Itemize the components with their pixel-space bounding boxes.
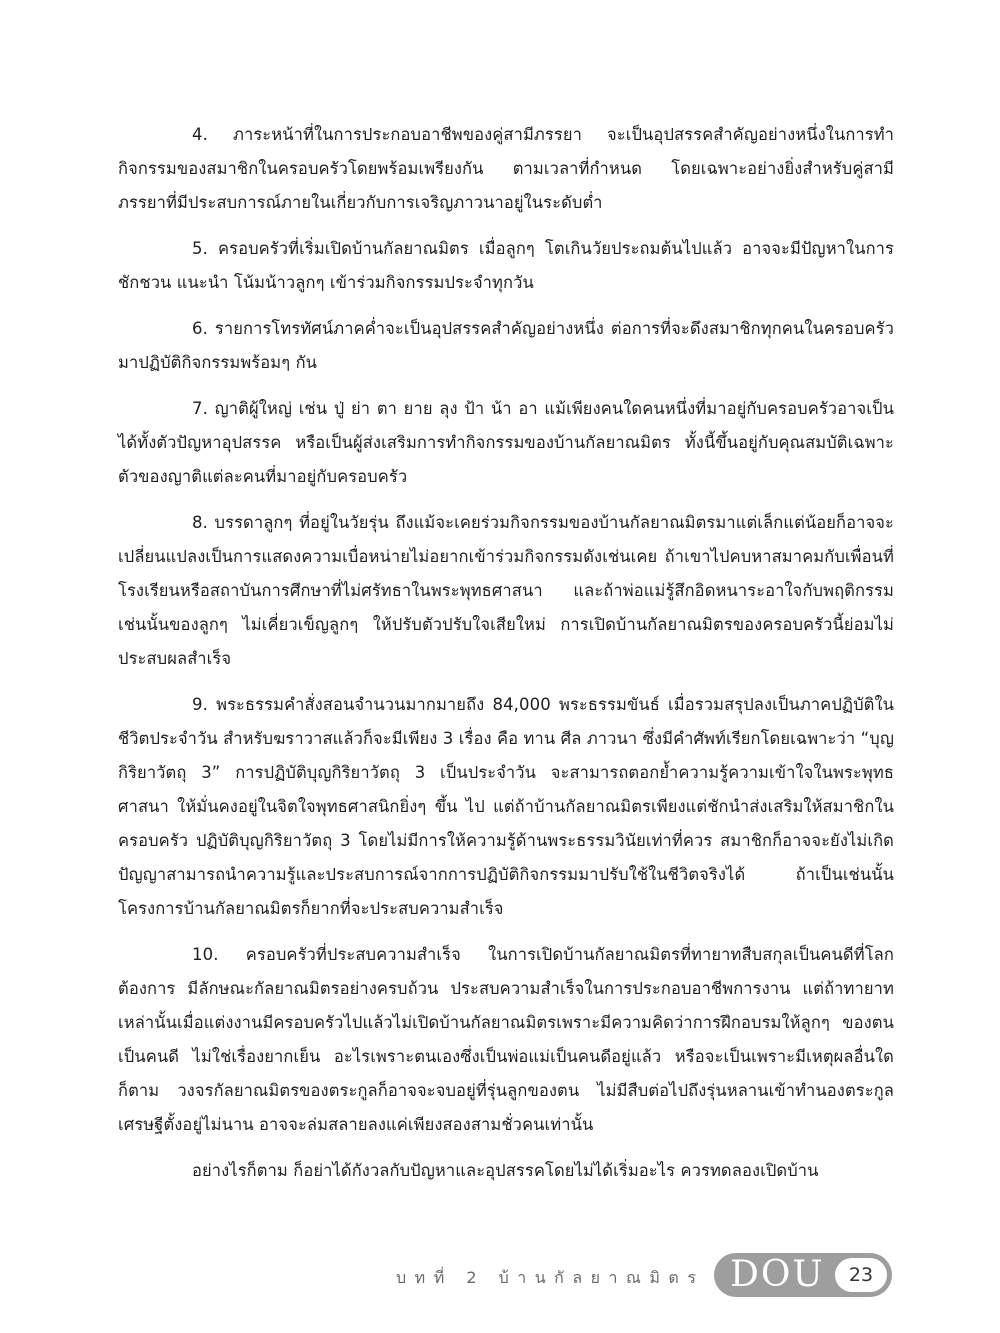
page-number: 23: [835, 1258, 887, 1292]
dou-logo-text: DOU: [730, 1254, 825, 1295]
paragraph-5: 5. ครอบครัวที่เริ่มเปิดบ้านกัลยาณมิตร เมื่อลูกๆ โตเกินวัยประถมต้นไปแล้ว อาจจะมีปัญหาในการชักชวน แนะนำ โน้มน้าวลูกๆ เข้าร่วมกิจกรรมประจำทุกวัน: [118, 239, 894, 292]
chapter-title: บทที่ 2 บ้านกัลยาณมิตร: [396, 1268, 705, 1287]
dou-badge: [714, 1253, 892, 1297]
paragraph-9: 9. พระธรรมคำสั่งสอนจำนวนมากมายถึง 84,000 พระธรรมขันธ์ เมื่อรวมสรุปลงเป็นภาคปฏิบัติในชีวิตประจำวัน สำหรับฆราวาสแล้วก็จะมีเพียง 3 เรื่อง คือ ทาน ศีล ภาวนา ซึ่งมีคำศัพท์เรียกโดยเฉพาะว่า “บุญกิริยาวัตถุ 3” การปฏิบัติบุญกิริยาวัตถุ 3 เป็นประจำวัน จะสามารถตอกย้ำความรู้ความเข้าใจในพระพุทธศาสนา ให้มั่นคงอยู่ในจิตใจพุทธศาสนิกยิ่งๆ ขึ้น ไป แต่ถ้าบ้านกัลยาณมิตรเพียงแต่ชักนำส่งเสริมให้สมาชิกในครอบครัว ปฏิบัติบุญกิริยาวัตถุ 3 โดยไม่มีการให้ความรู้ด้านพระธรรมวินัยเท่าที่ควร สมาชิกก็อาจจะยังไม่เกิดปัญญาสามารถนำความรู้และประสบการณ์จากการปฏิบัติกิจกรรมมาปรับใช้ในชีวิตจริงได้ ถ้าเป็นเช่นนั้น โครงการบ้านกัลยาณมิตรก็ยากที่จะประสบความสำเร็จ: [118, 695, 894, 918]
paragraph-7: 7. ญาติผู้ใหญ่ เช่น ปู่ ย่า ตา ยาย ลุง ป้า น้า อา แม้เพียงคนใดคนหนึ่งที่มาอยู่กับครอบครัวอาจเป็นได้ทั้งตัวปัญหาอุปสรรค หรือเป็นผู้ส่งเสริมการทำกิจกรรมของบ้านกัลยาณมิตร ทั้งนี้ขึ้นอยู่กับคุณสมบัติเฉพาะตัวของญาติแต่ละคนที่มาอยู่กับครอบครัว: [118, 399, 894, 486]
paragraph-10: 10. ครอบครัวที่ประสบความสำเร็จ ในการเปิดบ้านกัลยาณมิตรที่ทายาทสืบสกุลเป็นคนดีที่โลกต้องการ มีลักษณะกัลยาณมิตรอย่างครบถ้วน ประสบความสำเร็จในการประกอบอาชีพการงาน แต่ถ้าทายาทเหล่านั้นเมื่อแต่งงานมีครอบครัวไปแล้วไม่เปิดบ้านกัลยาณมิตรเพราะมีความคิดว่าการฝึกอบรมให้ลูกๆ ของตนเป็นคนดี ไม่ใช่เรื่องยากเย็น อะไรเพราะตนเองซึ่งเป็นพ่อแม่เป็นคนดีอยู่แล้ว หรือจะเป็นเพราะมีเหตุผลอื่นใดก็ตาม วงจรกัลยาณมิตรของตระกูลก็อาจจะจบอยู่ที่รุ่นลูกของตน ไม่มีสืบต่อไปถึงรุ่นหลานเข้าทำนองตระกูลเศรษฐีตั้งอยู่ไม่นาน อาจจะล่มสลายลงแค่เพียงสองสามชั่วคนเท่านั้น: [118, 945, 894, 1134]
paragraph-6: 6. รายการโทรทัศน์ภาคค่ำจะเป็นอุปสรรคสำคัญอย่างหนึ่ง ต่อการที่จะดึงสมาชิกทุกคนในครอบครัวมาปฏิบัติกิจกรรมพร้อมๆ กัน: [118, 319, 894, 372]
document-body: [118, 118, 894, 1200]
paragraph-8: 8. บรรดาลูกๆ ที่อยู่ในวัยรุ่น ถึงแม้จะเคยร่วมกิจกรรมของบ้านกัลยาณมิตรมาแต่เล็กแต่น้อยก็อาจจะเปลี่ยนแปลงเป็นการแสดงความเบื่อหน่ายไม่อยากเข้าร่วมกิจกรรมดังเช่นเคย ถ้าเขาไปคบหาสมาคมกับเพื่อนที่โรงเรียนหรือสถาบันการศึกษาที่ไม่ศรัทธาในพระพุทธศาสนา และถ้าพ่อแม่รู้สึกอิดหนาระอาใจกับพฤติกรรมเช่นนั้นของลูกๆ ไม่เคี่ยวเข็ญลูกๆ ให้ปรับตัวปรับใจเสียใหม่ การเปิดบ้านกัลยาณมิตรของครอบครัวนี้ย่อมไม่ประสบผลสำเร็จ: [118, 513, 894, 668]
paragraph-closing: อย่างไรก็ตาม ก็อย่าได้กังวลกับปัญหาและอุปสรรคโดยไม่ได้เริ่มอะไร ควรทดลองเปิดบ้าน: [192, 1161, 819, 1180]
paragraph-4: 4. ภาระหน้าที่ในการประกอบอาชีพของคู่สามีภรรยา จะเป็นอุปสรรคสำคัญอย่างหนึ่งในการทำกิจกรรมของสมาชิกในครอบครัวโดยพร้อมเพรียงกัน ตามเวลาที่กำหนด โดยเฉพาะอย่างยิ่งสำหรับคู่สามีภรรยาที่มีประสบการณ์ภายในเกี่ยวกับการเจริญภาวนาอยู่ในระดับต่ำ: [118, 125, 894, 212]
page-footer: [0, 1250, 1000, 1310]
